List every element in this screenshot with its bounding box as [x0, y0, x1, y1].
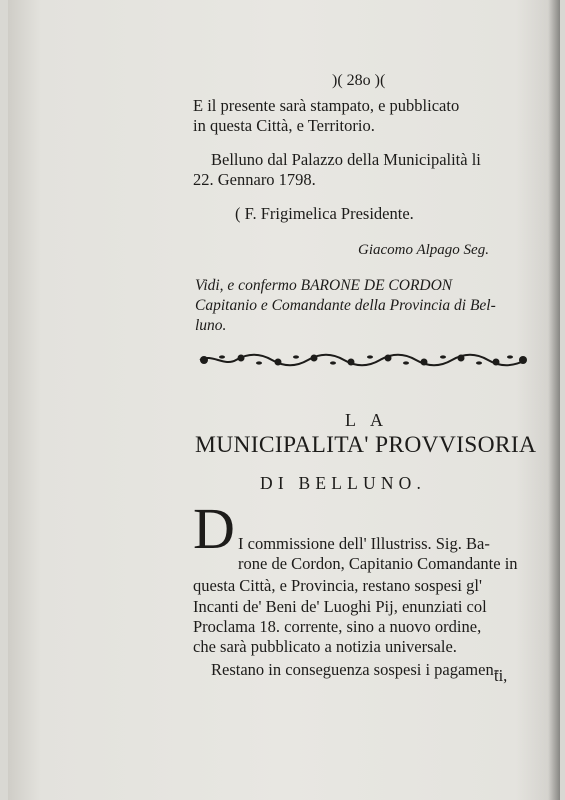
heading-title: MUNICIPALITA' PROVVISORIA — [195, 432, 537, 458]
body-line-6: che sarà pubblicato a notizia universale. — [193, 637, 457, 656]
top-paragraph-line-1: E il presente sarà stampato, e pubblicato — [193, 96, 460, 115]
body-line-3: questa Città, e Provincia, restano sospesi gl' — [193, 576, 482, 595]
date-paragraph-line-2: 22. Gennaro 1798. — [193, 170, 316, 189]
endorsement-line-2: Capitanio e Comandante della Provincia di Bel- — [195, 297, 496, 314]
page-number: )( 28o )( — [332, 72, 386, 89]
catchword: ti, — [494, 666, 508, 685]
body-line-7: Restano in conseguenza sospesi i pagamen- — [211, 660, 500, 679]
page-edge-shadow — [548, 0, 560, 800]
floral-vine-ornament-icon — [196, 352, 530, 368]
endorsement-line-3: luno. — [195, 317, 227, 334]
body-line-1: I commissione dell' Illustriss. Sig. Ba- — [238, 534, 490, 553]
signature-secretary: Giacomo Alpago Seg. — [358, 242, 489, 258]
heading-article: LA — [345, 410, 397, 430]
drop-cap: D — [193, 496, 235, 561]
body-line-5: Proclama 18. corrente, sino a nuovo ordine, — [193, 617, 482, 636]
date-paragraph-line-1: Belluno dal Palazzo della Municipalità li — [211, 150, 481, 169]
signature-president: ( F. Frigimelica Presidente. — [235, 204, 414, 223]
top-paragraph-line-2: in questa Città, e Territorio. — [193, 116, 375, 135]
endorsement-line-1: Vidi, e confermo BARONE DE CORDON — [195, 277, 453, 294]
heading-subtitle: DI BELLUNO. — [260, 473, 427, 493]
body-line-2: rone de Cordon, Capitanio Comandante in — [238, 554, 518, 573]
body-line-4: Incanti de' Beni de' Luoghi Pij, enunziati col — [193, 597, 487, 616]
